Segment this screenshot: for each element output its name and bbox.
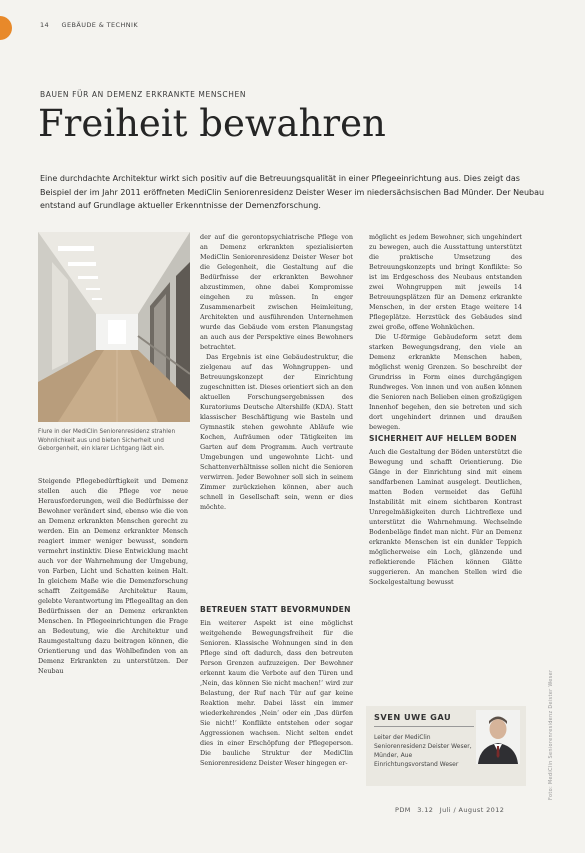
paragraph: Das Ergebnis ist eine Gebäudestruktur, die zielgenau auf das Wohngruppen- und Betreuungskonzept der Einrichtung zugeschnitten ist. Dieses orientiert sich an den aktuellen Forschungsergebnissen des Kuratoriums Deutsche Altershilfe (KDA). Statt klassischer Beschäftigung wie Basteln und Gymnastik stehen gewohnte Abläufe wie Kochen, Aufräumen oder Tätigkeiten im Garten auf dem Programm. Auch vertraute Umgebungen und ungewohnte Licht- und Schattenverhältnisse sollen nicht die Senioren verwirren. Jeder Bewohner soll sich in seinem Zimmer zurückziehen können, aber auch schnell in Gesellschaft sein, wenn er dies möchte.	[200, 353, 353, 511]
author-name: SVEN UWE GAU	[374, 712, 452, 722]
article-kicker: BAUEN FÜR AN DEMENZ ERKRANKTE MENSCHEN	[40, 90, 247, 99]
article-title: Freiheit bewahren	[38, 102, 386, 145]
paragraph: Ein weiterer Aspekt ist eine möglichst weitgehende Bewegungsfreiheit für die Senioren. Klassische Wohnungen sind in den Pflege sind oft dadurch, dass den betreuten Person Grenzen aufzuzeigen. Der Bewohner erkennt kaum die Verbote auf den Türen und ‚Nein, das können Sie nicht machen!‘ wird zur Belastung, der Ruf nach Tür auf gar keine Reaktion mehr. Dabei lässt ein immer wiederkehrendes ‚Nein‘ oder ein ‚Das dürfen Sie nicht!‘ Konflikte entstehen oder sogar Aggressionen wachsen. Nicht selten endet dies in einer Erschöpfung der Pflegeperson. Die bauliche Struktur der MediClin Seniorenresidenz Deister Weser hingegen er-	[200, 619, 353, 767]
paragraph: Auch die Gestaltung der Böden unterstützt die Bewegung und schafft Orientierung. Die Gänge in der Einrichtung sind mit einem sandfarbenen Laminat ausgelegt. Deutlichen, matten Boden vermeidet das Gefühl Instabilität mit einem sichtbaren Kontrast Unregelmäßigkeiten durch Lichtreflexe und unterstützt die Wahrnehmung. Wechselnde Bodenbeläge findet man nicht. Für an Demenz erkrankte Menschen ist ein dunkler Teppich möglicherweise ein Loch, glänzende und reflektierende Flächen können Glätte suggerieren. An manchen Stellen wird die Sockelgestaltung bewusst	[369, 448, 522, 586]
running-head	[40, 21, 138, 29]
magazine-name: PDM	[395, 806, 411, 814]
paragraph: der auf die gerontopsychiatrische Pflege von an Demenz erkrankten spezialisierten MediClin Seniorenresidenz Deister Weser bot die Gelegenheit, die Gestaltung auf die Bedürfnisse der erkrankten Bewohner abzustimmen, ohne dabei Kompromisse eingehen zu müssen. In enger Zusammenarbeit zwischen Heimleitung, Architekten und ausführenden Unternehmen wurde das Gebäude vom ersten Planungstag an auch aus der Perspektive eines Bewohners betrachtet.	[200, 233, 353, 351]
subhead-sicherheit: SICHERHEIT AUF HELLEM BODEN	[369, 434, 517, 443]
paragraph: Steigende Pflegebedürftigkeit und Demenz stellen auch die Pflege vor neue Herausforderungen, weil die Bedürfnisse der Bewohner verändert sind, ebenso wie die von an Demenz erkrankten Menschen gerecht zu werden. Ein an Demenz erkrankter Mensch reagiert immer weniger bewusst, sondern vermehrt instinktiv. Diese Entwicklung macht auch vor der Wahrnehmung der Umgebung, von Farben, Licht und Schatten keinen Halt. In gleichem Maße wie die Demenzforschung schafft Zeitgemäße Architektur Raum, gelebte Verantwortung im Pflegealltag an den Bedürfnissen der an Demenz erkrankten Menschen. In Pflegeeinrichtungen die Frage an Bedeutung, wie die Architektur und Raumgestaltung dazu beitragen können, die Orientierung und das Wohlbefinden von an Demenz Erkrankten zu unterstützen. Der Neubau	[38, 477, 188, 675]
author-divider	[374, 726, 474, 727]
corridor-photo-illustration	[38, 232, 190, 422]
page-footer	[395, 806, 504, 814]
issue-date: Juli / August 2012	[439, 806, 505, 814]
text-column-2	[200, 232, 353, 512]
paragraph: möglicht es jedem Bewohner, sich ungehindert zu bewegen, auch die Ausstattung unterstützt die praktische Umsetzung des Betreuungskonzepts und bringt Konflikte: So ist im Erdgeschoss des Neubaus entstanden zwei Wohngruppen mit jeweils 14 Betreuungsplätzen für an Demenz erkrankte Menschen, in der ersten Etage weitere 14 Pflegeplätze. Herzstück des Gebäudes sind zwei große, offene Wohnküchen.	[369, 233, 522, 331]
subhead-betreuen: BETREUEN STATT BEVORMUNDEN	[200, 605, 351, 614]
author-portrait-icon	[476, 710, 520, 764]
text-column-3	[369, 232, 522, 432]
author-bio: Leiter der MediClin Seniorenresidenz Deister Weser, Münder, Aue Einrichtungsvorstand Weser	[374, 734, 472, 768]
text-column-2-section	[200, 605, 353, 768]
page-number: 14	[40, 21, 50, 29]
photo-caption: Flure in der MediClin Seniorenresidenz strahlen Wohnlichkeit aus und bieten Sicherheit und Geborgenheit, ein klarer Lichtgang lädt ein.	[38, 429, 176, 453]
author-box	[366, 706, 526, 786]
paragraph: Die U-förmige Gebäudeform setzt dem starken Bewegungsdrang, den viele an Demenz erkrankte Menschen haben, möglichst wenig Grenzen. So beschreibt der Grundriss in Form eines durchgängigen Rundweges. Von innen und von außen können die Senioren nach Belieben einen großzügigen Innenhof begehen, den sie betreten und sich dort ungehindert drinnen und draußen bewegen.	[369, 333, 522, 431]
text-column-1	[38, 476, 188, 676]
article-lead: Eine durchdachte Architektur wirkt sich positiv auf die Betreuungsqualität in einer Pflegeeinrichtung aus. Dies zeigt das Beispiel der im Jahr 2011 eröffneten MediClin Seniorenresidenz Deister Weser im niedersächsischen Bad Münder. Der Neubau entstand auf Grundlage aktueller Erkenntnisse der Demenzforschung.	[40, 174, 545, 211]
issue-number: 3.12	[417, 806, 434, 814]
section-tab-marker	[0, 16, 12, 40]
author-avatar	[476, 710, 520, 764]
section-name: GEBÄUDE & TECHNIK	[61, 21, 139, 29]
photo-credit: Foto: MediClin Seniorenresidenz Deister Weser	[548, 669, 554, 800]
corridor-photo	[38, 232, 190, 422]
text-column-3-section	[369, 434, 522, 587]
